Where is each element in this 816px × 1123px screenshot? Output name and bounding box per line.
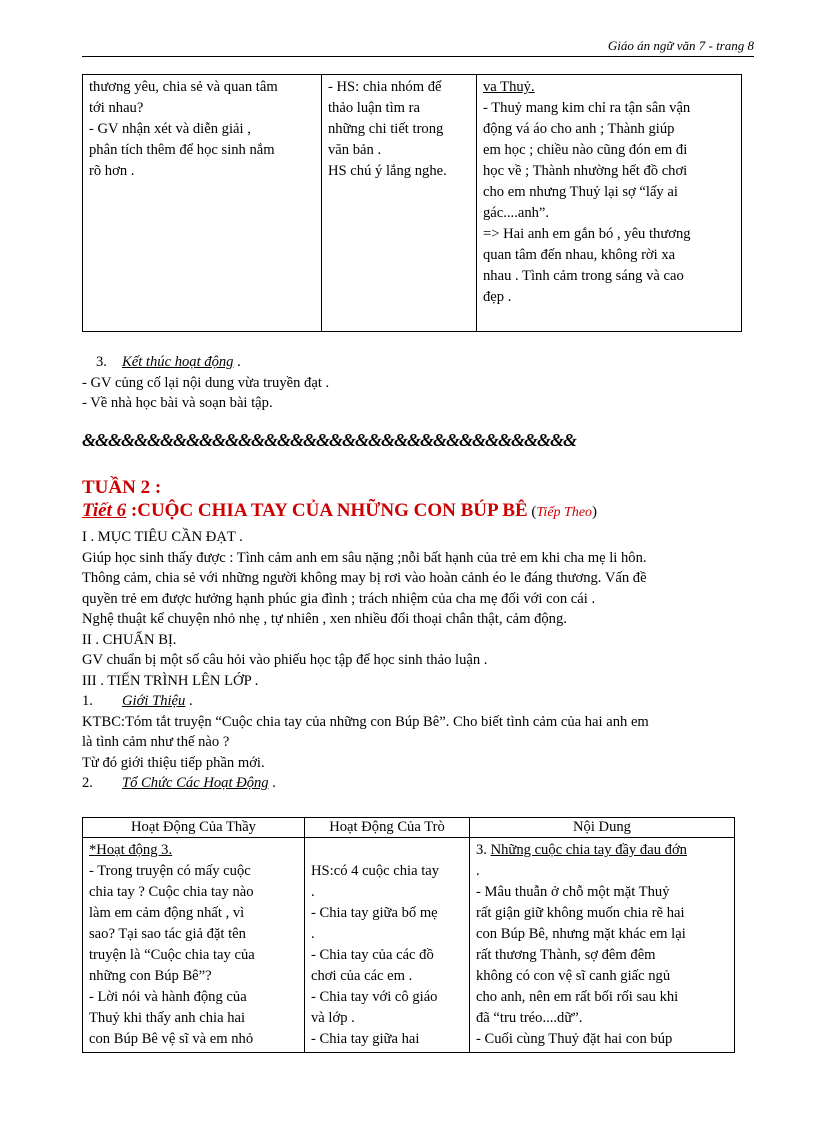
text-line: truyện là “Cuộc chia tay của [89,947,255,963]
step-number: 2. [82,775,93,791]
column-header: Hoạt Động Của Thầy [83,818,305,838]
text-line: con Búp Bê, nhưng mặt khác em lại [476,926,686,942]
ending-heading-suffix: . [233,354,241,370]
text-line: nhau . Tình cảm trong sáng và cao [483,268,684,284]
text-line: rất giận giữ không muốn chia rẽ hai [476,905,685,921]
continued-label: Tiếp Theo [536,505,593,520]
text-line: văn bản . [328,142,382,158]
step-introduction [82,691,762,712]
text-line: em học ; chiều nào cũng đón em đi [483,142,688,158]
text-line: HS chú ý lắng nghe. [328,163,447,179]
ending-number: 3. [96,354,107,370]
text-line: - GV nhận xét và diễn giải , [89,121,251,137]
text-line: thương yêu, chia sẻ và quan tâm [89,79,278,95]
lesson-body [82,527,762,794]
text-line: tới nhau? [89,100,144,116]
content-heading [476,840,729,861]
text-line: và lớp . [311,1010,355,1026]
text-line: - Lời nói và hành động của [89,989,247,1005]
text-line: HS:có 4 cuộc chia tay [311,863,440,879]
text-line: con Búp Bê vệ sĩ và em nhỏ [89,1031,254,1047]
continued-lesson-table [82,74,742,332]
ending-line: - GV củng cố lại nội dung vừa truyền đạt . [82,374,330,391]
text-line: Thuỷ khi thấy anh chia hai [89,1010,246,1026]
text-line: thảo luận tìm ra [328,100,420,116]
text-line: quan tâm đến nhau, không rời xa [483,247,676,263]
text-line: va Thuỷ. [483,79,535,95]
ktbc-line: Từ đó giới thiệu tiếp phần mới. [82,754,265,771]
text-line: đã “tru tréo....dữ”. [476,1010,583,1026]
preparation-heading: II . CHUẨN BỊ. [82,631,177,648]
step-suffix: . [185,693,193,709]
objectives-line: Thông cảm, chia sẻ với những người không may bị rơi vào hoàn cảnh éo le đáng thương. Vấn đề [82,570,647,586]
lesson-title [82,500,597,522]
text-line: động vá áo cho anh ; Thành giúp [483,121,675,137]
objectives-line: Giúp học sinh thấy được : Tình cảm anh em sâu nặng ;nỗi bất hạnh của trẻ em khi cha mẹ li hôn. [82,549,647,566]
text-line: những con Búp Bê”? [89,968,212,984]
lesson-name: :CUỘC CHIA TAY CỦA NHỮNG CON BÚP BÊ [126,500,528,521]
student-activity-cell [305,838,470,1053]
objectives-line: Nghệ thuật kể chuyện nhỏ nhẹ , tự nhiên , xen nhiều đối thoại chân thật, cảm động. [82,611,567,627]
week-heading: TUẦN 2 : [82,477,162,498]
text-line: sao? Tại sao tác giả đặt tên [89,926,246,942]
content-cell [477,75,742,332]
text-line: - Chia tay với cô giáo [311,989,438,1005]
column-header: Hoạt Động Của Trò [305,818,470,838]
column-header: Nội Dung [470,818,735,838]
text-line: cho anh, nên em rất bối rối sau khi [476,989,679,1005]
ending-heading [82,352,329,373]
header-rule [82,56,754,57]
step-label: Giới Thiệu [122,693,186,709]
lesson-number: Tiết 6 [82,500,127,521]
text-line: rất thương Thành, sợ đêm đêm [476,947,656,963]
text-line: - Chia tay giữa hai [311,1031,420,1047]
text-line: làm em cảm động nhất , vì [89,905,245,921]
activity-heading: *Hoạt động 3. [89,842,173,858]
ktbc-line: KTBC:Tóm tắt truyện “Cuộc chia tay của những con Búp Bê”. Cho biết tình cảm của hai anh em [82,713,649,730]
text-line [311,840,464,861]
step-number: 1. [82,693,93,709]
text-line: những chi tiết trong [328,121,444,137]
ending-line: - Về nhà học bài và soạn bài tập. [82,395,273,411]
text-line: cho em nhưng Thuỷ lại sợ “lấy ai [483,184,678,200]
step-label: Tổ Chức Các Hoạt Động [122,775,269,791]
ktbc-line: là tình cảm như thế nào ? [82,734,230,750]
preparation-line: GV chuẩn bị một số câu hỏi vào phiếu học tập để học sinh thảo luận . [82,652,488,668]
text-line: . [311,926,315,942]
text-line: học về ; Thành nhường hết đồ chơi [483,163,688,179]
text-line: - Trong truyện có mấy cuộc [89,863,251,879]
text-line: - Mâu thuẫn ở chỗ một mặt Thuỷ [476,884,670,900]
text-line: - Cuối cùng Thuỷ đặt hai con búp [476,1031,673,1047]
text-line: rõ hơn . [89,163,135,179]
text-line: phân tích thêm để học sinh nắm [89,142,275,158]
step-activities [82,773,762,794]
text-line: đẹp . [483,289,512,305]
paren-open: ( [527,504,537,520]
text-line: - Chia tay giữa bố mẹ [311,905,438,921]
text-line: . [476,863,480,879]
objectives-line: quyền trẻ em được hưởng hạnh phúc gia đình ; trách nhiệm của cha mẹ đối với con cái . [82,590,596,607]
teacher-activity-cell [83,75,322,332]
text-line: - Thuỷ mang kim chỉ ra tận sân vận [483,100,691,116]
text-line: - HS: chia nhóm để [328,79,442,95]
text-line: chia tay ? Cuộc chia tay nào [89,884,254,900]
step-suffix: . [268,775,276,791]
objectives-heading: I . MỤC TIÊU CẦN ĐẠT . [82,529,243,545]
teacher-activity-cell [83,838,305,1053]
process-heading: III . TIẾN TRÌNH LÊN LỚP . [82,672,259,689]
content-heading-number: 3. [476,842,491,858]
text-line: chơi của các em . [311,968,413,984]
activities-table [82,817,735,1053]
decorative-divider: &&&&&&&&&&&&&&&&&&&&&&&&&&&&&&&&&&&&&& [82,430,577,450]
text-line: - Chia tay của các đồ [311,947,434,963]
activity-ending-section [82,352,329,414]
text-line: => Hai anh em gắn bó , yêu thương [483,226,691,242]
content-heading-text: Những cuộc chia tay đầy đau đớn [490,842,687,858]
text-line: không có con vệ sĩ canh giấc ngủ [476,968,671,984]
content-cell [470,838,735,1053]
student-activity-cell [322,75,477,332]
text-line: gác....anh”. [483,205,550,221]
paren-close: ) [592,504,598,520]
page-header: Giáo án ngữ văn 7 - trang 8 [607,38,754,53]
text-line: . [311,884,315,900]
ending-heading-text: Kết thúc hoạt động [122,354,234,370]
